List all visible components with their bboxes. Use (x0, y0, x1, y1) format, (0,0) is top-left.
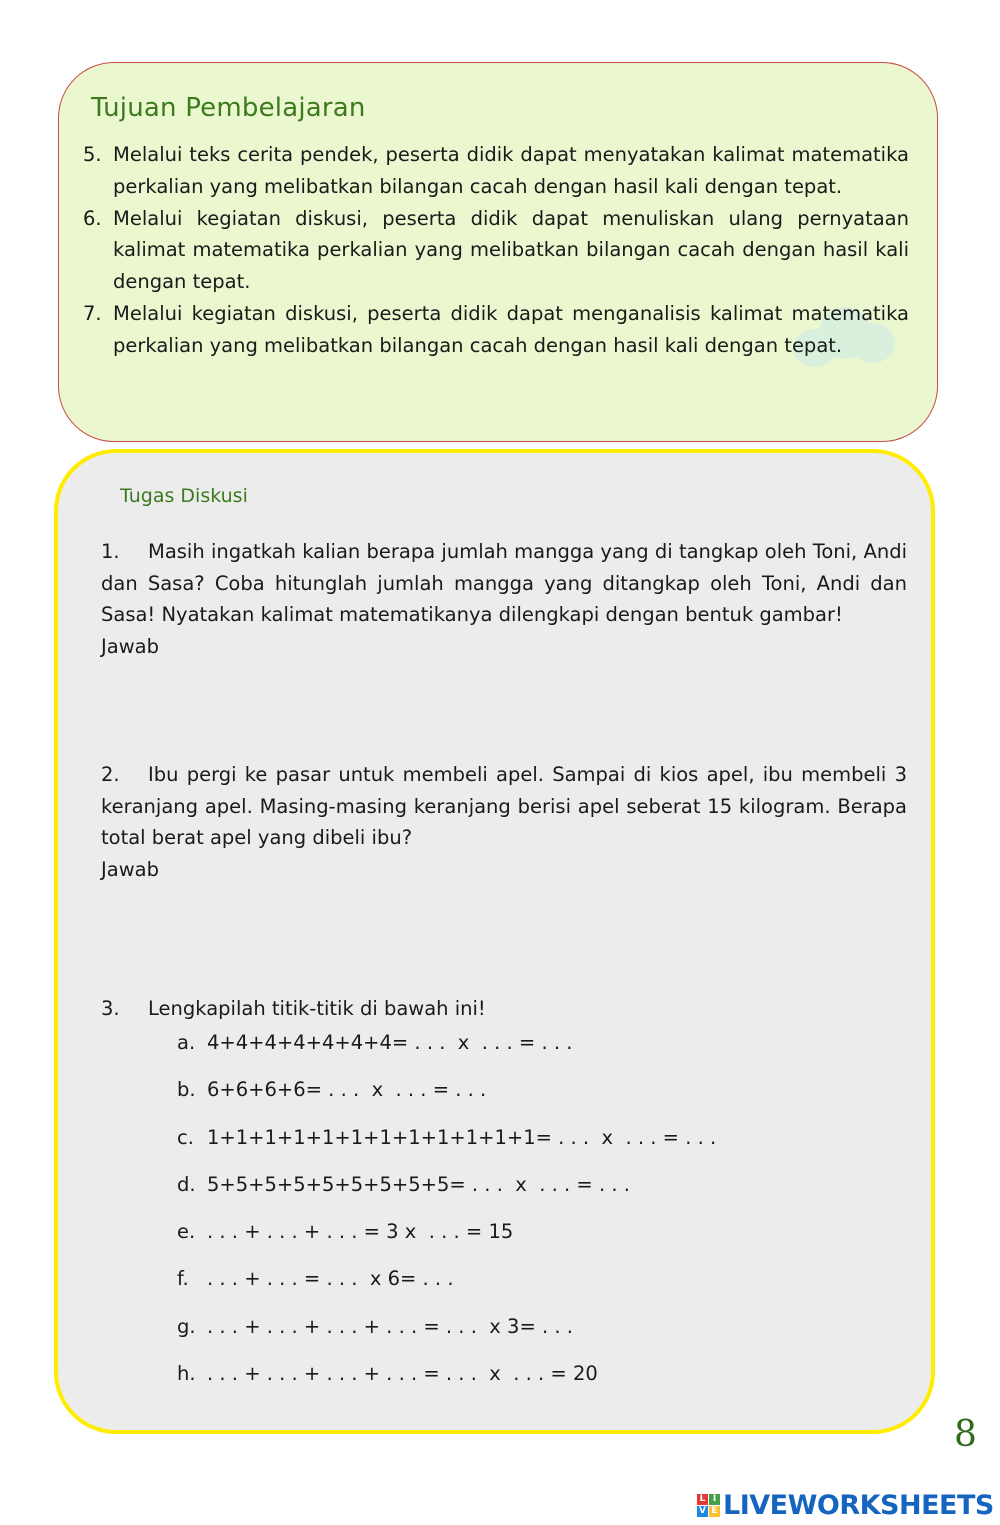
item-letter: g. (177, 1315, 196, 1338)
discussion-task-box (54, 449, 935, 1434)
item-letter: a. (177, 1031, 196, 1054)
item-letter: d. (177, 1173, 196, 1196)
item-letter: c. (177, 1126, 194, 1149)
mark-cell: E (709, 1506, 720, 1517)
fill-in-item-b (177, 1078, 486, 1101)
fill-in-item-g (177, 1315, 573, 1338)
objective-item (83, 139, 909, 203)
question-3 (101, 993, 907, 1025)
liveworksheets-mark-icon (697, 1494, 720, 1517)
objective-number: 7. (83, 301, 102, 325)
fill-in-item-f (177, 1267, 454, 1290)
item-text: 6+6+6+6= . . . x . . . = . . . (207, 1078, 487, 1101)
mark-cell: V (697, 1506, 708, 1517)
mark-cell: L (697, 1494, 708, 1505)
objectives-list (83, 139, 909, 362)
item-text: 5+5+5+5+5+5+5+5+5= . . . x . . . = . . . (207, 1173, 630, 1196)
question-text: Lengkapilah titik-titik di bawah ini! (148, 997, 486, 1020)
discussion-title: Tugas Diskusi (120, 485, 248, 507)
fill-in-item-e (177, 1220, 513, 1243)
page-number: 8 (954, 1414, 977, 1455)
answer-label: Jawab (101, 634, 159, 658)
question-text: Masih ingatkah kalian berapa jumlah mangga yang di tangkap oleh Toni, Andi dan Sasa? Coba hitunglah jumlah mangga yang ditangkap oleh Toni, Andi dan Sasa! Nyatakan kalimat matematikanya dilengkapi dengan bentuk gambar! (101, 540, 907, 626)
objective-item (83, 203, 909, 298)
objectives-title: Tujuan Pembelajaran (91, 93, 366, 123)
fill-in-item-c (177, 1126, 716, 1149)
fill-in-item-h (177, 1362, 598, 1385)
learning-objectives-box (58, 62, 938, 442)
item-text: . . . + . . . + . . . + . . . = . . . x . . . = 20 (207, 1362, 598, 1385)
question-number: 1. (101, 540, 120, 563)
objective-text: Melalui kegiatan diskusi, peserta didik dapat menuliskan ulang pernyataan kalimat matematika perkalian yang melibatkan bilangan cacah dengan hasil kali dengan tepat. (113, 206, 909, 294)
item-text: 1+1+1+1+1+1+1+1+1+1+1+1= . . . x . . . = . . . (207, 1126, 717, 1149)
question-number: 2. (101, 763, 120, 786)
fill-in-item-a (177, 1031, 572, 1054)
answer-label: Jawab (101, 857, 159, 881)
brand-name: LIVEWORKSHEETS (723, 1489, 994, 1521)
mark-cell: I (709, 1494, 720, 1505)
question-number: 3. (101, 997, 120, 1020)
fill-in-item-d (177, 1173, 630, 1196)
objective-text: Melalui teks cerita pendek, peserta didik dapat menyatakan kalimat matematika perkalian yang melibatkan bilangan cacah dengan hasil kali dengan tepat. (113, 143, 909, 198)
objective-item (83, 298, 909, 362)
item-text: . . . + . . . = . . . x 6= . . . (207, 1267, 454, 1290)
item-text: . . . + . . . + . . . + . . . = . . . x 3= . . . (207, 1315, 573, 1338)
question-1 (101, 536, 907, 662)
question-2 (101, 759, 907, 885)
item-text: . . . + . . . + . . . = 3 x . . . = 15 (207, 1220, 514, 1243)
item-text: 4+4+4+4+4+4+4= . . . x . . . = . . . (207, 1031, 573, 1054)
item-letter: b. (177, 1078, 196, 1101)
objective-number: 5. (83, 143, 102, 166)
item-letter: f. (177, 1267, 189, 1290)
question-text: Ibu pergi ke pasar untuk membeli apel. Sampai di kios apel, ibu membeli 3 keranjang apel. Masing-masing keranjang berisi apel seberat 15 kilogram. Berapa total berat apel yang dibeli ibu? (101, 763, 907, 849)
item-letter: h. (177, 1362, 196, 1385)
item-letter: e. (177, 1220, 196, 1243)
objective-number: 6. (83, 206, 102, 230)
objective-text: Melalui kegiatan diskusi, peserta didik dapat menganalisis kalimat matematika perkalian yang melibatkan bilangan cacah dengan hasil kali dengan tepat. (113, 301, 909, 357)
liveworksheets-logo[interactable] (697, 1490, 994, 1520)
